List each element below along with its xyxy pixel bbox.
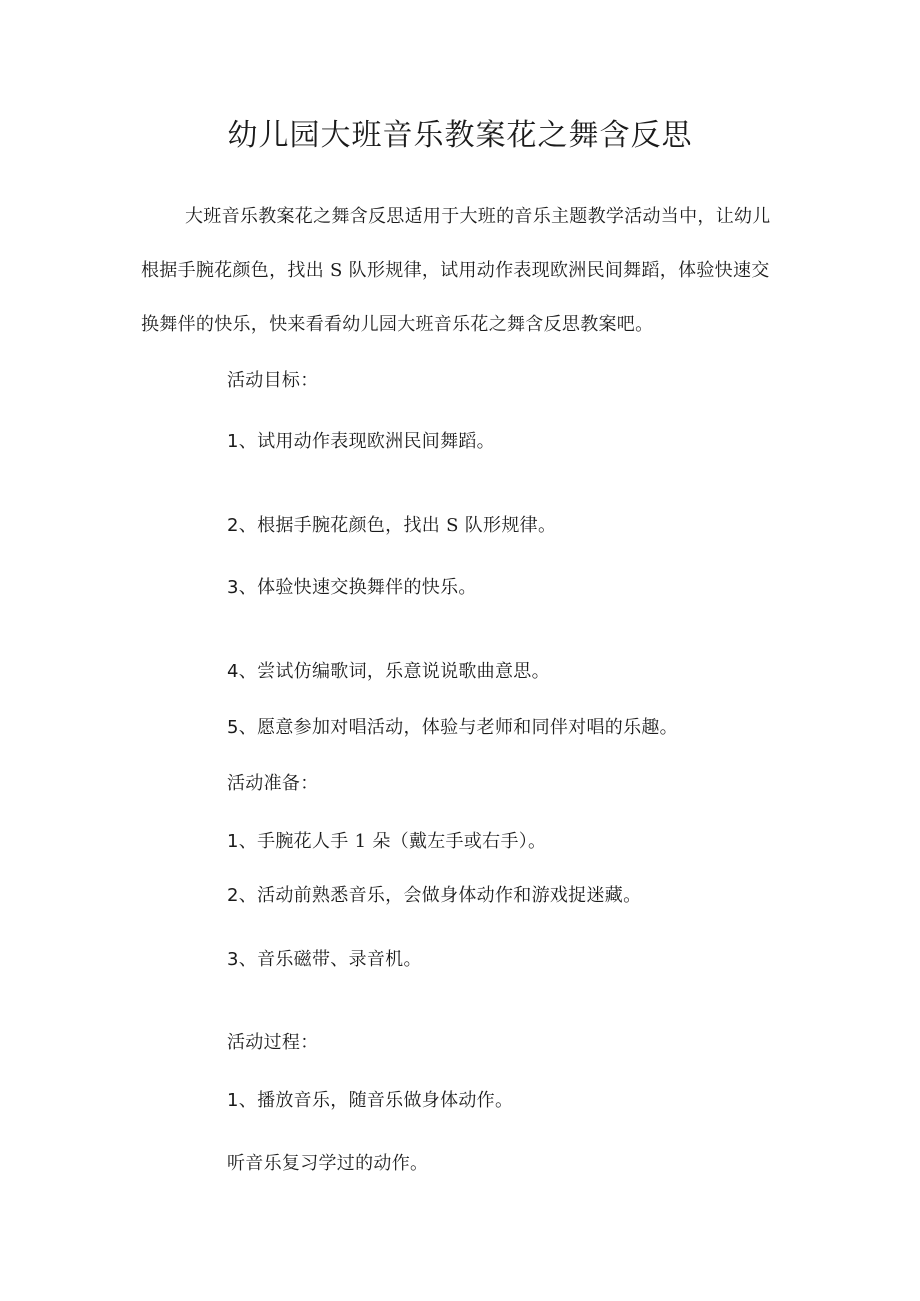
- goal-item: [227, 427, 495, 457]
- goal-item-number: 5: [227, 717, 239, 738]
- goal-item: [227, 713, 678, 743]
- goal-item-text: 、试用动作表现欧洲民间舞蹈。: [238, 431, 495, 452]
- goal-item-number: 1: [227, 431, 239, 452]
- intro-paragraph: 大班音乐教案花之舞含反思适用于大班的音乐主题教学活动当中，让幼儿根据手腕花颜色，找出 S 队形规律，试用动作表现欧洲民间舞蹈，体验快速交换舞伴的快乐，快来看看幼儿园大班音乐花之舞含反思教案吧。: [141, 206, 771, 335]
- preparation-item-number: 2: [227, 885, 239, 906]
- goal-item-text: 、愿意参加对唱活动，体验与老师和同伴对唱的乐趣。: [238, 717, 678, 738]
- goal-item: [227, 573, 477, 603]
- process-heading: 活动过程：: [227, 1032, 319, 1053]
- goal-item-text: 、根据手腕花颜色，找出 S 队形规律。: [238, 515, 557, 536]
- process-note: 听音乐复习学过的动作。: [227, 1153, 429, 1174]
- preparation-item: [227, 881, 641, 911]
- document-title: 幼儿园大班音乐教案花之舞含反思: [227, 118, 693, 153]
- preparation-item-number: 3: [227, 949, 239, 970]
- goal-item-text: 、体验快速交换舞伴的快乐。: [238, 577, 477, 598]
- process-item-number: 1: [227, 1090, 239, 1111]
- preparation-item: [227, 945, 422, 975]
- preparation-item-text: 、手腕花人手 1 朵（戴左手或右手）。: [238, 831, 547, 852]
- goals-heading: 活动目标：: [227, 370, 319, 391]
- preparation-item-text: 、活动前熟悉音乐，会做身体动作和游戏捉迷藏。: [238, 885, 642, 906]
- goal-item-number: 3: [227, 577, 239, 598]
- goal-item: [227, 511, 556, 541]
- preparation-item: [227, 827, 546, 857]
- goal-item-number: 4: [227, 661, 239, 682]
- process-item-text: 、播放音乐，随音乐做身体动作。: [238, 1090, 514, 1111]
- goal-item-text: 、尝试仿编歌词，乐意说说歌曲意思。: [238, 661, 550, 682]
- preparation-item-number: 1: [227, 831, 239, 852]
- goal-item: [227, 657, 550, 687]
- process-item: [227, 1086, 513, 1116]
- goal-item-number: 2: [227, 515, 239, 536]
- preparation-item-text: 、音乐磁带、录音机。: [238, 949, 422, 970]
- preparation-heading: 活动准备：: [227, 773, 319, 794]
